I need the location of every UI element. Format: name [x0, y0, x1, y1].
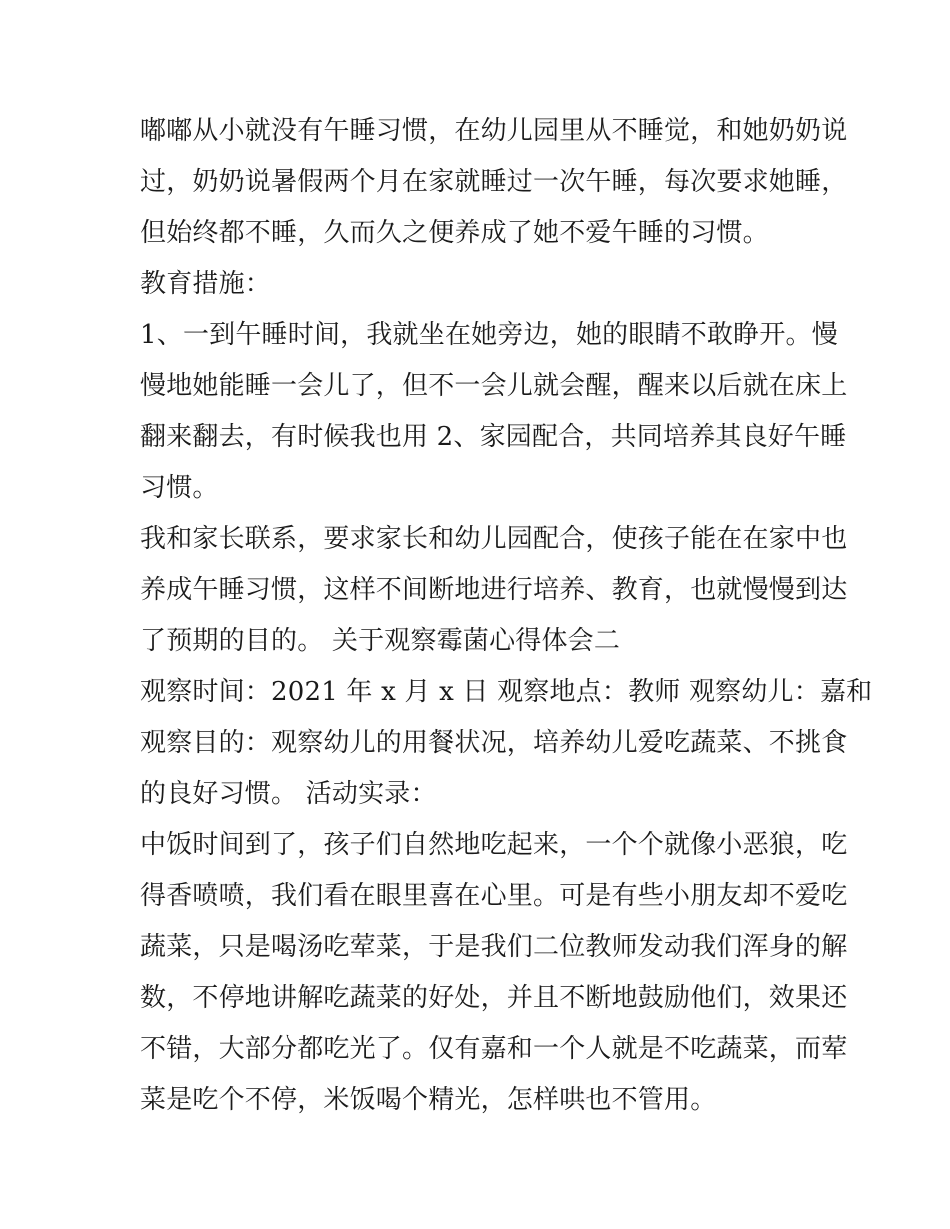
text-line: 得香喷喷，我们看在眼里喜在心里。可是有些小朋友却不爱吃 [140, 881, 848, 911]
text-line: 慢地她能睡一会儿了，但不一会儿就会醒，醒来以后就在床上 [140, 371, 848, 401]
observation-info-line: 观察时间：2021 年 x 月 x 日 观察地点：教师 观察幼儿：嘉和 [140, 677, 873, 707]
text-line: 我和家长联系，要求家长和幼儿园配合，使孩子能在在家中也 [140, 524, 848, 554]
text-line: 数，不停地讲解吃蔬菜的好处，并且不断地鼓励他们，效果还 [140, 983, 848, 1013]
text-line: 蔬菜，只是喝汤吃荤菜，于是我们二位教师发动我们浑身的解 [140, 932, 848, 962]
text-line: 了预期的目的。 关于观察霉菌心得体会二 [140, 626, 621, 656]
section-heading-education-measures: 教育措施： [140, 269, 272, 299]
document-body [140, 106, 873, 1126]
text-line: 中饭时间到了，孩子们自然地吃起来，一个个就像小恶狼，吃 [140, 830, 848, 860]
text-line: 过，奶奶说暑假两个月在家就睡过一次午睡，每次要求她睡， [140, 167, 848, 197]
text-line: 嘟嘟从小就没有午睡习惯，在幼儿园里从不睡觉，和她奶奶说 [140, 116, 848, 146]
text-line: 养成午睡习惯，这样不间断地进行培养、教育，也就慢慢到达 [140, 575, 848, 605]
text-line: 但始终都不睡，久而久之便养成了她不爱午睡的习惯。 [140, 218, 769, 248]
text-line: 观察目的：观察幼儿的用餐状况，培养幼儿爱吃蔬菜、不挑食 [140, 728, 848, 758]
text-line: 1、一到午睡时间，我就坐在她旁边，她的眼睛不敢睁开。慢 [140, 320, 838, 350]
text-line: 不错，大部分都吃光了。仅有嘉和一个人就是不吃蔬菜，而荤 [140, 1034, 848, 1064]
text-line: 习惯。 [140, 473, 219, 503]
text-line: 翻来翻去，有时候我也用 2、家园配合，共同培养其良好午睡 [140, 422, 847, 452]
text-line: 菜是吃个不停，米饭喝个精光，怎样哄也不管用。 [140, 1085, 717, 1115]
text-line: 的良好习惯。 活动实录： [140, 779, 437, 809]
